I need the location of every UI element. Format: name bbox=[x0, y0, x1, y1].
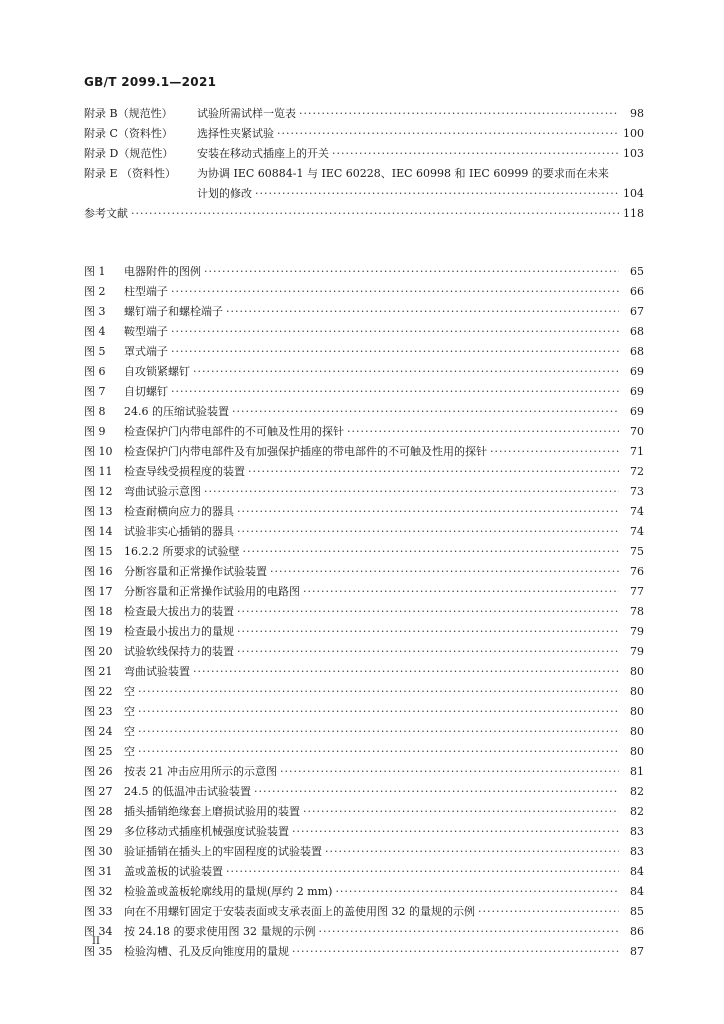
dot-leader bbox=[171, 322, 619, 342]
dot-leader bbox=[131, 204, 619, 224]
toc-entry-figure[interactable] bbox=[84, 662, 644, 682]
dot-leader bbox=[237, 522, 619, 542]
figure-title: 16.2.2 所要求的试验壁 bbox=[124, 545, 240, 558]
figure-page: 80 bbox=[630, 725, 644, 738]
figure-title: 验证插销在插头上的牢固程度的试验装置 bbox=[124, 845, 322, 858]
figure-title: 自切螺钉 bbox=[124, 385, 168, 398]
figure-title: 24.5 的低温冲击试验装置 bbox=[124, 785, 251, 798]
toc-entry-page: 104 bbox=[623, 187, 644, 200]
dot-leader bbox=[490, 442, 619, 462]
dot-leader bbox=[226, 302, 619, 322]
figure-number: 图 5 bbox=[84, 345, 106, 358]
dot-leader bbox=[171, 282, 619, 302]
figure-number: 图 10 bbox=[84, 445, 113, 458]
dot-leader bbox=[347, 422, 619, 442]
toc-entry-appendix-e-cont[interactable] bbox=[84, 184, 644, 204]
dot-leader bbox=[237, 602, 619, 622]
dot-leader bbox=[237, 642, 619, 662]
toc-entry-figure[interactable] bbox=[84, 622, 644, 642]
dot-leader bbox=[303, 582, 619, 602]
figure-page: 71 bbox=[630, 445, 644, 458]
figure-toc bbox=[84, 262, 644, 962]
figure-page: 86 bbox=[630, 925, 644, 938]
figure-page: 80 bbox=[630, 745, 644, 758]
figure-title: 检验盖或盖板轮廓线用的量规(厚约 2 mm) bbox=[124, 885, 333, 898]
figure-page: 82 bbox=[630, 785, 644, 798]
figure-title: 24.6 的压缩试验装置 bbox=[124, 405, 229, 418]
figure-number: 图 18 bbox=[84, 605, 113, 618]
dot-leader bbox=[277, 124, 619, 144]
figure-page: 84 bbox=[630, 865, 644, 878]
toc-entry-figure[interactable] bbox=[84, 262, 644, 282]
dot-leader bbox=[204, 262, 619, 282]
figure-number: 图 8 bbox=[84, 405, 106, 418]
dot-leader bbox=[254, 782, 619, 802]
figure-page: 83 bbox=[630, 845, 644, 858]
figure-number: 图 25 bbox=[84, 745, 113, 758]
toc-entry-figure[interactable] bbox=[84, 422, 644, 442]
figure-title: 向在不用螺钉固定于安装表面或支承表面上的盖使用图 32 的量规的示例 bbox=[124, 905, 475, 918]
toc-entry-appendix[interactable] bbox=[84, 144, 644, 164]
figure-title: 柱型端子 bbox=[124, 285, 168, 298]
figure-page: 75 bbox=[630, 545, 644, 558]
figure-page: 79 bbox=[630, 625, 644, 638]
figure-page: 69 bbox=[630, 385, 644, 398]
figure-number: 图 4 bbox=[84, 325, 106, 338]
toc-entry-label: 附录 E （资料性） bbox=[84, 167, 177, 180]
toc-entry-label: 附录 B（规范性） bbox=[84, 107, 173, 120]
figure-page: 74 bbox=[630, 525, 644, 538]
figure-number: 图 14 bbox=[84, 525, 113, 538]
toc-entry-page: 118 bbox=[623, 207, 644, 220]
toc-entry-figure[interactable] bbox=[84, 702, 644, 722]
figure-number: 图 22 bbox=[84, 685, 113, 698]
toc-entry-figure[interactable] bbox=[84, 462, 644, 482]
toc-entry-figure[interactable] bbox=[84, 862, 644, 882]
figure-number: 图 29 bbox=[84, 825, 113, 838]
figure-title: 鞍型端子 bbox=[124, 325, 168, 338]
figure-number: 图 16 bbox=[84, 565, 113, 578]
dot-leader bbox=[255, 184, 619, 204]
figure-page: 68 bbox=[630, 325, 644, 338]
dot-leader bbox=[280, 762, 619, 782]
toc-entry-appendix[interactable] bbox=[84, 104, 644, 124]
dot-leader bbox=[171, 342, 619, 362]
figure-title: 检查耐横向应力的器具 bbox=[124, 505, 234, 518]
toc-entry-figure[interactable] bbox=[84, 822, 644, 842]
figure-title: 空 bbox=[124, 705, 135, 718]
toc-entry-label: 附录 C（资料性） bbox=[84, 127, 173, 140]
figure-title: 按表 21 冲击应用所示的示意图 bbox=[124, 765, 277, 778]
toc-entry-figure[interactable] bbox=[84, 482, 644, 502]
figure-page: 78 bbox=[630, 605, 644, 618]
figure-number: 图 23 bbox=[84, 705, 113, 718]
figure-page: 74 bbox=[630, 505, 644, 518]
dot-leader bbox=[138, 702, 619, 722]
dot-leader bbox=[335, 882, 619, 902]
figure-number: 图 26 bbox=[84, 765, 113, 778]
toc-entry-figure[interactable] bbox=[84, 322, 644, 342]
figure-title: 多位移动式插座机械强度试验装置 bbox=[124, 825, 289, 838]
figure-number: 图 11 bbox=[84, 465, 113, 478]
figure-number: 图 15 bbox=[84, 545, 113, 558]
dot-leader bbox=[318, 922, 619, 942]
toc-entry-figure[interactable] bbox=[84, 502, 644, 522]
figure-title: 空 bbox=[124, 725, 135, 738]
figure-title: 检查最大拔出力的装置 bbox=[124, 605, 234, 618]
figure-number: 图 12 bbox=[84, 485, 113, 498]
figure-page: 65 bbox=[630, 265, 644, 278]
dot-leader bbox=[478, 902, 619, 922]
figure-number: 图 28 bbox=[84, 805, 113, 818]
figure-number: 图 1 bbox=[84, 265, 106, 278]
dot-leader bbox=[204, 482, 619, 502]
figure-number: 图 21 bbox=[84, 665, 113, 678]
figure-number: 图 9 bbox=[84, 425, 106, 438]
figure-number: 图 7 bbox=[84, 385, 106, 398]
figure-page: 80 bbox=[630, 665, 644, 678]
figure-title: 螺钉端子和螺栓端子 bbox=[124, 305, 223, 318]
toc-entry-figure[interactable] bbox=[84, 762, 644, 782]
dot-leader bbox=[303, 802, 619, 822]
toc-entry-figure[interactable] bbox=[84, 682, 644, 702]
figure-number: 图 27 bbox=[84, 785, 113, 798]
toc-entry-title: 安装在移动式插座上的开关 bbox=[197, 147, 329, 160]
figure-number: 图 20 bbox=[84, 645, 113, 658]
figure-title: 弯曲试验装置 bbox=[124, 665, 190, 678]
toc-entry-figure[interactable] bbox=[84, 402, 644, 422]
figure-number: 图 17 bbox=[84, 585, 113, 598]
toc-entry-page: 98 bbox=[630, 107, 644, 120]
dot-leader bbox=[237, 622, 619, 642]
figure-title: 检查最小拔出力的量规 bbox=[124, 625, 234, 638]
figure-title: 盖或盖板的试验装置 bbox=[124, 865, 223, 878]
figure-title: 检验沟槽、孔及反向锥度用的量规 bbox=[124, 945, 289, 958]
dot-leader bbox=[237, 502, 619, 522]
figure-title: 检查保护门内带电部件及有加强保护插座的带电部件的不可触及性用的探针 bbox=[124, 445, 487, 458]
figure-title: 按 24.18 的要求使用图 32 量规的示例 bbox=[124, 925, 316, 938]
figure-page: 77 bbox=[630, 585, 644, 598]
figure-page: 83 bbox=[630, 825, 644, 838]
figure-page: 82 bbox=[630, 805, 644, 818]
toc-entry-figure[interactable] bbox=[84, 382, 644, 402]
toc-entry-figure[interactable] bbox=[84, 582, 644, 602]
toc-entry-appendix[interactable] bbox=[84, 124, 644, 144]
dot-leader bbox=[248, 462, 619, 482]
figure-number: 图 31 bbox=[84, 865, 113, 878]
figure-number: 图 13 bbox=[84, 505, 113, 518]
figure-title: 检查导线受损程度的装置 bbox=[124, 465, 245, 478]
figure-number: 图 35 bbox=[84, 945, 113, 958]
dot-leader bbox=[171, 382, 619, 402]
figure-page: 68 bbox=[630, 345, 644, 358]
figure-title: 自攻锁紧螺钉 bbox=[124, 365, 190, 378]
toc-entry-figure[interactable] bbox=[84, 942, 644, 962]
toc-entry-figure[interactable] bbox=[84, 722, 644, 742]
figure-page: 76 bbox=[630, 565, 644, 578]
toc-entry-appendix-e[interactable] bbox=[84, 164, 644, 184]
figure-page: 80 bbox=[630, 685, 644, 698]
dot-leader bbox=[138, 722, 619, 742]
figure-title: 空 bbox=[124, 685, 135, 698]
toc-entry-figure[interactable] bbox=[84, 342, 644, 362]
figure-page: 81 bbox=[630, 765, 644, 778]
dot-leader bbox=[332, 144, 619, 164]
figure-number: 图 2 bbox=[84, 285, 106, 298]
dot-leader bbox=[138, 742, 619, 762]
toc-entry-label: 附录 D（规范性） bbox=[84, 147, 174, 160]
figure-page: 85 bbox=[630, 905, 644, 918]
dot-leader bbox=[325, 842, 619, 862]
figure-page: 73 bbox=[630, 485, 644, 498]
toc-entry-figure[interactable] bbox=[84, 882, 644, 902]
toc-entry-title: 为协调 IEC 60884-1 与 IEC 60228、IEC 60998 和 IEC 60999 的要求而在未来 bbox=[197, 167, 609, 180]
standard-id-header: GB/T 2099.1—2021 bbox=[84, 75, 217, 89]
figure-title: 分断容量和正常操作试验装置 bbox=[124, 565, 267, 578]
figure-title: 试验软线保持力的装置 bbox=[124, 645, 234, 658]
figure-title: 试验非实心插销的器具 bbox=[124, 525, 234, 538]
dot-leader bbox=[292, 822, 619, 842]
dot-leader bbox=[226, 862, 619, 882]
figure-page: 87 bbox=[630, 945, 644, 958]
toc-entry-title: 选择性夹紧试验 bbox=[197, 127, 274, 140]
figure-page: 80 bbox=[630, 705, 644, 718]
toc-entry-figure[interactable] bbox=[84, 922, 644, 942]
toc-entry-figure[interactable] bbox=[84, 902, 644, 922]
toc-entry-figure[interactable] bbox=[84, 562, 644, 582]
figure-title: 检查保护门内带电部件的不可触及性用的探针 bbox=[124, 425, 344, 438]
figure-page: 72 bbox=[630, 465, 644, 478]
toc-entry-figure[interactable] bbox=[84, 542, 644, 562]
figure-title: 空 bbox=[124, 745, 135, 758]
figure-title: 弯曲试验示意图 bbox=[124, 485, 201, 498]
figure-page: 79 bbox=[630, 645, 644, 658]
toc-entry-figure[interactable] bbox=[84, 742, 644, 762]
toc-entry-figure[interactable] bbox=[84, 802, 644, 822]
figure-title: 分断容量和正常操作试验用的电路图 bbox=[124, 585, 300, 598]
dot-leader bbox=[292, 942, 619, 962]
toc-entry-figure[interactable] bbox=[84, 842, 644, 862]
toc-entry-page: 103 bbox=[623, 147, 644, 160]
figure-number: 图 33 bbox=[84, 905, 113, 918]
figure-number: 图 24 bbox=[84, 725, 113, 738]
toc-entry-figure[interactable] bbox=[84, 362, 644, 382]
toc-entry-figure[interactable] bbox=[84, 282, 644, 302]
figure-page: 69 bbox=[630, 405, 644, 418]
dot-leader bbox=[299, 104, 619, 124]
toc-entry-page: 100 bbox=[623, 127, 644, 140]
figure-page: 66 bbox=[630, 285, 644, 298]
dot-leader bbox=[232, 402, 619, 422]
figure-page: 69 bbox=[630, 365, 644, 378]
toc-entry-figure[interactable] bbox=[84, 642, 644, 662]
dot-leader bbox=[193, 662, 619, 682]
figure-number: 图 32 bbox=[84, 885, 113, 898]
toc-entry-title: 试验所需试样一览表 bbox=[197, 107, 296, 120]
toc-entry-figure[interactable] bbox=[84, 522, 644, 542]
figure-title: 电器附件的图例 bbox=[124, 265, 201, 278]
figure-number: 图 34 bbox=[84, 925, 113, 938]
dot-leader bbox=[270, 562, 619, 582]
toc-entry-references[interactable] bbox=[84, 204, 644, 224]
toc-entry-figure[interactable] bbox=[84, 302, 644, 322]
figure-number: 图 30 bbox=[84, 845, 113, 858]
appendix-toc bbox=[84, 104, 644, 224]
figure-page: 70 bbox=[630, 425, 644, 438]
dot-leader bbox=[193, 362, 619, 382]
page-number: II bbox=[92, 936, 100, 947]
figure-page: 67 bbox=[630, 305, 644, 318]
figure-number: 图 3 bbox=[84, 305, 106, 318]
dot-leader bbox=[138, 682, 619, 702]
toc-entry-figure[interactable] bbox=[84, 442, 644, 462]
toc-entry-title-cont: 计划的修改 bbox=[197, 187, 252, 200]
figure-page: 84 bbox=[630, 885, 644, 898]
toc-entry-title: 参考文献 bbox=[84, 207, 128, 220]
figure-number: 图 19 bbox=[84, 625, 113, 638]
dot-leader bbox=[242, 542, 619, 562]
figure-title: 罩式端子 bbox=[124, 345, 168, 358]
figure-number: 图 6 bbox=[84, 365, 106, 378]
figure-title: 插头插销绝缘套上磨损试验用的装置 bbox=[124, 805, 300, 818]
toc-entry-figure[interactable] bbox=[84, 782, 644, 802]
toc-entry-figure[interactable] bbox=[84, 602, 644, 622]
